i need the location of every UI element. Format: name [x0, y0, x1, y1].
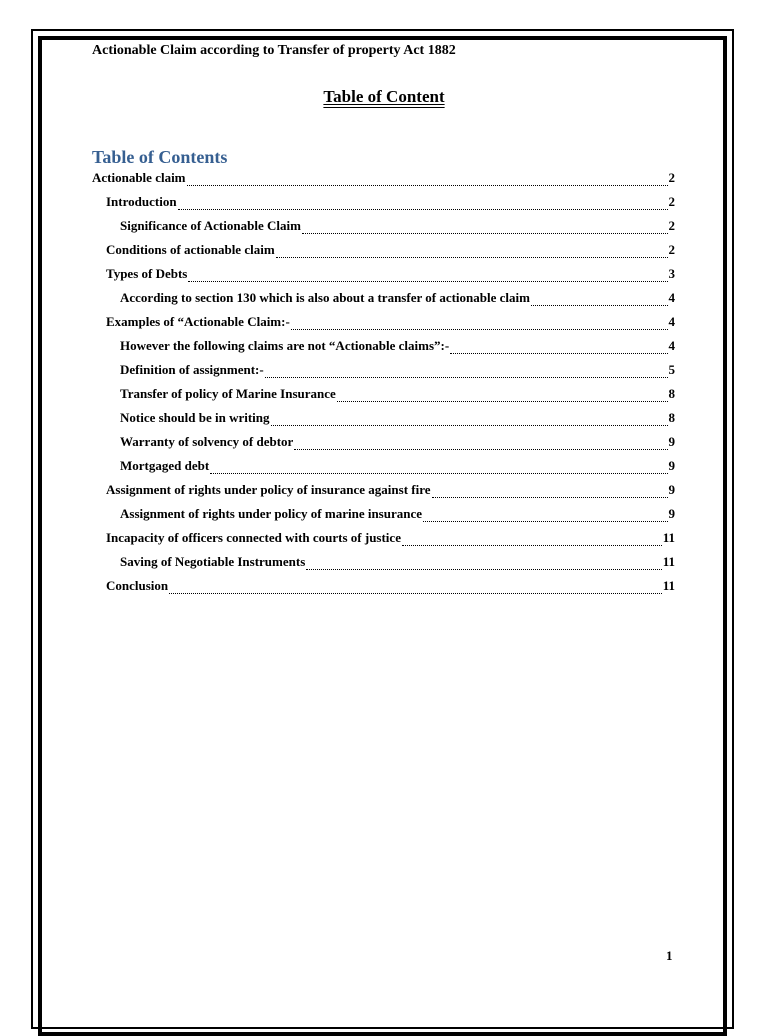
toc-leader-dots	[294, 448, 667, 450]
toc-entry-page: 9	[668, 506, 675, 521]
toc-entry[interactable]	[92, 506, 675, 530]
toc-entry-label: Types of Debts	[106, 266, 188, 281]
toc-entry-label: Mortgaged debt	[120, 458, 210, 473]
toc-leader-dots	[187, 184, 668, 186]
toc-entry[interactable]	[92, 170, 675, 194]
toc-entry-label: Notice should be in writing	[120, 410, 270, 425]
toc-entry-page: 2	[668, 242, 675, 257]
toc-entry[interactable]	[92, 242, 675, 266]
toc-entry[interactable]	[92, 266, 675, 290]
toc-entry[interactable]	[92, 434, 675, 458]
toc-entry-label: Incapacity of officers connected with courts of justice	[106, 530, 401, 545]
toc-leader-dots	[291, 328, 668, 330]
toc-entry[interactable]	[92, 554, 675, 578]
toc-entry-label: Saving of Negotiable Instruments	[120, 554, 306, 569]
toc-entry-page: 2	[668, 170, 675, 185]
page-number: 1	[666, 948, 673, 963]
toc-leader-dots	[402, 544, 662, 546]
toc-entry[interactable]	[92, 314, 675, 338]
toc-entry-page: 2	[668, 194, 675, 209]
toc-entry-label: Introduction	[106, 194, 177, 209]
toc-entry-label: Conclusion	[106, 578, 169, 593]
toc-heading: Table of Contents	[92, 147, 228, 167]
toc-entry[interactable]	[92, 578, 675, 602]
toc-entry-page: 9	[668, 434, 675, 449]
toc-leader-dots	[210, 472, 667, 474]
toc-entry[interactable]	[92, 410, 675, 434]
toc-entry-page: 9	[668, 482, 675, 497]
toc-entry[interactable]	[92, 362, 675, 386]
toc-leader-dots	[423, 520, 667, 522]
toc-entry-page: 11	[662, 530, 675, 545]
toc-leader-dots	[306, 568, 661, 570]
toc-leader-dots	[188, 280, 667, 282]
page-title: Table of Content	[323, 87, 445, 106]
toc-entry-page: 4	[668, 338, 675, 353]
toc-leader-dots	[178, 208, 668, 210]
toc-entry[interactable]	[92, 194, 675, 218]
toc-entry-page: 8	[668, 386, 675, 401]
toc-entry-label: Significance of Actionable Claim	[120, 218, 301, 233]
toc-entry-label: Examples of “Actionable Claim:-	[106, 314, 290, 329]
toc-entry-label: However the following claims are not “Actionable claims”:-	[120, 338, 450, 353]
toc-entry[interactable]	[92, 458, 675, 482]
toc-entry-page: 4	[668, 290, 675, 305]
table-of-contents	[92, 170, 675, 602]
toc-leader-dots	[432, 496, 668, 498]
toc-entry-label: Conditions of actionable claim	[106, 242, 275, 257]
toc-entry-label: Assignment of rights under policy of insurance against fire	[106, 482, 431, 497]
toc-entry[interactable]	[92, 338, 675, 362]
toc-leader-dots	[450, 352, 667, 354]
toc-entry-page: 4	[668, 314, 675, 329]
running-header: Actionable Claim according to Transfer of property Act 1882	[92, 43, 456, 58]
toc-entry-page: 9	[668, 458, 675, 473]
toc-leader-dots	[265, 376, 668, 378]
toc-entry-page: 3	[668, 266, 675, 281]
toc-entry-page: 11	[662, 578, 675, 593]
toc-leader-dots	[169, 592, 662, 594]
toc-entry-page: 5	[668, 362, 675, 377]
toc-leader-dots	[531, 304, 668, 306]
toc-entry-label: Definition of assignment:-	[120, 362, 264, 377]
toc-entry-label: According to section 130 which is also about a transfer of actionable claim	[120, 290, 530, 305]
toc-entry-label: Assignment of rights under policy of marine insurance	[120, 506, 423, 521]
toc-entry[interactable]	[92, 482, 675, 506]
toc-entry-label: Actionable claim	[92, 170, 186, 185]
toc-entry[interactable]	[92, 218, 675, 242]
toc-leader-dots	[276, 256, 668, 258]
toc-leader-dots	[337, 400, 668, 402]
toc-entry[interactable]	[92, 530, 675, 554]
toc-leader-dots	[271, 424, 668, 426]
toc-entry-page: 8	[668, 410, 675, 425]
toc-entry-label: Warranty of solvency of debtor	[120, 434, 294, 449]
toc-entry-label: Transfer of policy of Marine Insurance	[120, 386, 336, 401]
toc-entry-page: 11	[662, 554, 675, 569]
toc-entry-page: 2	[668, 218, 675, 233]
toc-leader-dots	[302, 232, 668, 234]
toc-entry[interactable]	[92, 386, 675, 410]
toc-entry[interactable]	[92, 290, 675, 314]
